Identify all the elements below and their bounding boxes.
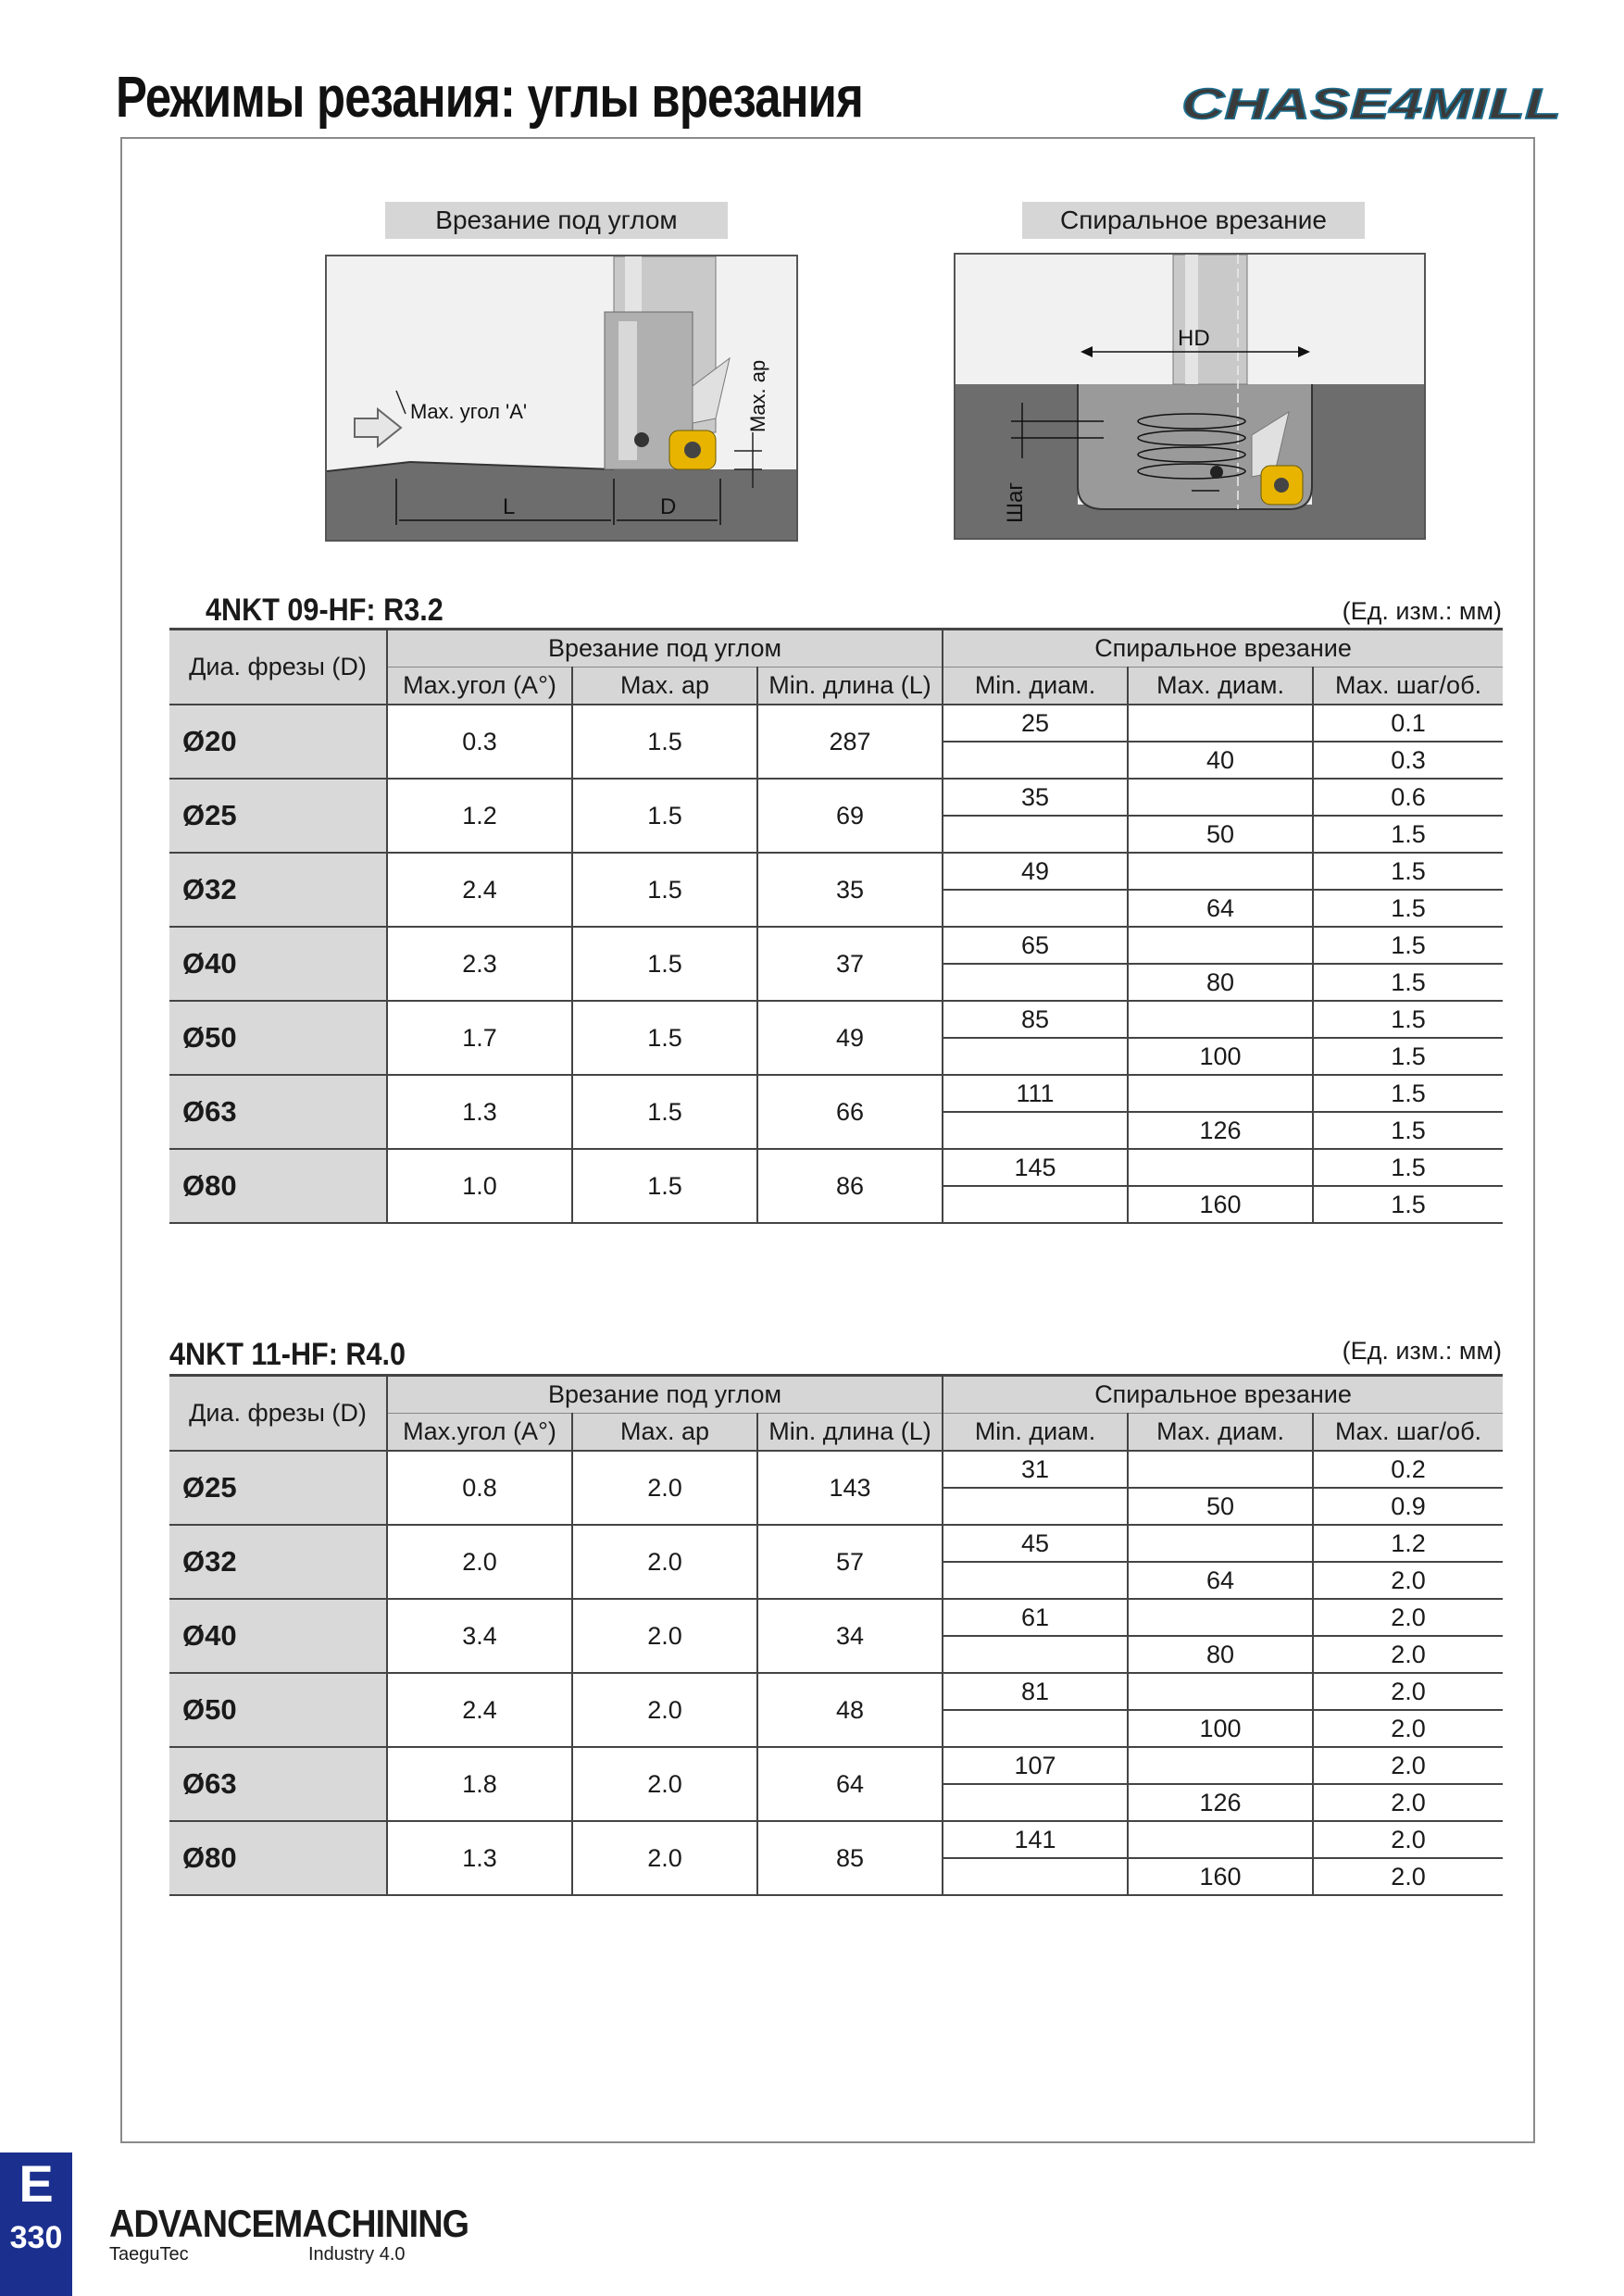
table-row	[169, 1001, 1503, 1038]
col-header-min-length: Min. длина (L)	[757, 1414, 943, 1452]
page-number: 330	[9, 2220, 63, 2255]
cell-max-ap: 1.5	[572, 705, 757, 779]
cell-diameter: Ø50	[169, 1673, 387, 1747]
col-header-max-angle: Max.угол (A°)	[387, 668, 572, 705]
cell-max-dia: 126	[1128, 1784, 1313, 1821]
cell-pitch: 2.0	[1313, 1562, 1503, 1599]
cell-max-ap: 2.0	[572, 1747, 757, 1821]
cell-min-length: 37	[757, 927, 943, 1001]
col-header-max-dia: Max. диам.	[1128, 668, 1313, 705]
cell-empty	[943, 1112, 1128, 1149]
table-row	[169, 1525, 1503, 1562]
cell-empty	[1128, 1525, 1313, 1562]
table-row	[169, 705, 1503, 742]
group-header-ramp: Врезание под углом	[387, 1376, 943, 1414]
cell-pitch: 0.3	[1313, 742, 1503, 779]
col-header-max-angle: Max.угол (A°)	[387, 1414, 572, 1452]
cell-max-ap: 1.5	[572, 1075, 757, 1149]
table-row	[169, 1451, 1503, 1488]
cell-min-length: 49	[757, 1001, 943, 1075]
cell-max-dia: 160	[1128, 1858, 1313, 1895]
table-row	[169, 1599, 1503, 1636]
cell-max-dia: 50	[1128, 816, 1313, 853]
cell-min-dia: 81	[943, 1673, 1128, 1710]
table1-unit: (Ед. изм.: мм)	[1342, 597, 1502, 625]
cell-pitch: 1.5	[1313, 853, 1503, 890]
col-header-max-dia: Max. диам.	[1128, 1414, 1313, 1452]
cell-min-dia: 85	[943, 1001, 1128, 1038]
group-header-ramp: Врезание под углом	[387, 630, 943, 668]
cell-empty	[943, 1710, 1128, 1747]
cell-empty	[1128, 1673, 1313, 1710]
cell-empty	[1128, 1747, 1313, 1784]
cell-pitch: 1.5	[1313, 890, 1503, 927]
cell-max-ap: 1.5	[572, 1149, 757, 1223]
cell-max-angle: 2.4	[387, 1673, 572, 1747]
cell-empty	[943, 890, 1128, 927]
cell-pitch: 1.5	[1313, 1186, 1503, 1223]
cell-pitch: 1.5	[1313, 1038, 1503, 1075]
col-header-max-pitch: Max. шаг/об.	[1313, 1414, 1503, 1452]
hd-label: HD	[1178, 326, 1210, 351]
cell-empty	[943, 1488, 1128, 1525]
cell-max-angle: 2.4	[387, 853, 572, 927]
cell-max-dia: 126	[1128, 1112, 1313, 1149]
cell-max-angle: 2.3	[387, 927, 572, 1001]
brand-sub-left: TaeguTec	[109, 2244, 189, 2265]
cell-empty	[943, 1562, 1128, 1599]
cell-max-angle: 1.8	[387, 1747, 572, 1821]
cell-min-dia: 25	[943, 705, 1128, 742]
cell-empty	[943, 1038, 1128, 1075]
cell-max-dia: 100	[1128, 1710, 1313, 1747]
helical-diagram-label: Спиральное врезание	[1022, 202, 1365, 239]
cell-max-ap: 2.0	[572, 1821, 757, 1895]
ramp-diagram	[325, 255, 798, 542]
cell-empty	[1128, 779, 1313, 816]
col-header-max-pitch: Max. шаг/об.	[1313, 668, 1503, 705]
cell-max-ap: 2.0	[572, 1525, 757, 1599]
cell-empty	[943, 964, 1128, 1001]
cell-min-dia: 111	[943, 1075, 1128, 1112]
cell-max-angle: 1.3	[387, 1821, 572, 1895]
group-header-helix: Спиральное врезание	[943, 630, 1503, 668]
cell-max-ap: 1.5	[572, 853, 757, 927]
cell-min-dia: 65	[943, 927, 1128, 964]
col-header-max-ap: Max. ap	[572, 1414, 757, 1452]
cell-min-length: 69	[757, 779, 943, 853]
col-header-dia: Диа. фрезы (D)	[169, 630, 387, 705]
cell-empty	[943, 1186, 1128, 1223]
cell-pitch: 2.0	[1313, 1636, 1503, 1673]
max-angle-label: Max. угол 'A'	[410, 400, 528, 423]
cell-empty	[943, 1784, 1128, 1821]
col-header-min-dia: Min. диам.	[943, 668, 1128, 705]
cell-diameter: Ø50	[169, 1001, 387, 1075]
brand-sub-right: Industry 4.0	[308, 2244, 406, 2265]
cell-min-length: 86	[757, 1149, 943, 1223]
cell-pitch: 0.1	[1313, 705, 1503, 742]
cell-pitch: 1.5	[1313, 1149, 1503, 1186]
cell-empty	[1128, 927, 1313, 964]
length-L-label: L	[503, 494, 516, 519]
col-header-dia: Диа. фрезы (D)	[169, 1376, 387, 1452]
cell-pitch: 2.0	[1313, 1747, 1503, 1784]
cell-empty	[1128, 1001, 1313, 1038]
cell-min-dia: 141	[943, 1821, 1128, 1858]
logo-text: CHASE4MILL	[1181, 80, 1561, 128]
table2-title: 4NKT 11-HF: R4.0	[169, 1337, 406, 1372]
table-row	[169, 1821, 1503, 1858]
table-row	[169, 927, 1503, 964]
cell-pitch: 1.5	[1313, 964, 1503, 1001]
cell-empty	[943, 816, 1128, 853]
cell-pitch: 2.0	[1313, 1599, 1503, 1636]
cell-diameter: Ø20	[169, 705, 387, 779]
cell-min-length: 85	[757, 1821, 943, 1895]
cell-pitch: 0.9	[1313, 1488, 1503, 1525]
cell-pitch: 2.0	[1313, 1710, 1503, 1747]
cell-pitch: 2.0	[1313, 1673, 1503, 1710]
cell-min-dia: 61	[943, 1599, 1128, 1636]
cell-max-dia: 64	[1128, 1562, 1313, 1599]
cell-empty	[943, 1858, 1128, 1895]
cell-max-angle: 3.4	[387, 1599, 572, 1673]
cell-max-dia: 64	[1128, 890, 1313, 927]
cell-diameter: Ø25	[169, 779, 387, 853]
cell-min-length: 64	[757, 1747, 943, 1821]
diameter-D-label: D	[660, 494, 677, 519]
cell-min-dia: 35	[943, 779, 1128, 816]
cell-max-angle: 1.7	[387, 1001, 572, 1075]
cell-min-length: 48	[757, 1673, 943, 1747]
table-row	[169, 1149, 1503, 1186]
cell-diameter: Ø32	[169, 1525, 387, 1599]
cell-diameter: Ø80	[169, 1149, 387, 1223]
ramp-diagram-label: Врезание под углом	[385, 202, 728, 239]
cell-diameter: Ø40	[169, 1599, 387, 1673]
cell-diameter: Ø32	[169, 853, 387, 927]
table-row	[169, 1747, 1503, 1784]
cell-empty	[1128, 1451, 1313, 1488]
page-title: Режимы резания: углы врезания	[116, 66, 863, 130]
cell-max-ap: 2.0	[572, 1451, 757, 1525]
cell-max-angle: 0.3	[387, 705, 572, 779]
cell-min-dia: 45	[943, 1525, 1128, 1562]
max-ap-label: Max. ap	[746, 359, 769, 432]
cell-min-dia: 49	[943, 853, 1128, 890]
cell-max-ap: 2.0	[572, 1599, 757, 1673]
cell-max-ap: 1.5	[572, 779, 757, 853]
cell-min-length: 143	[757, 1451, 943, 1525]
cell-empty	[1128, 1599, 1313, 1636]
cell-diameter: Ø63	[169, 1747, 387, 1821]
cell-pitch: 0.6	[1313, 779, 1503, 816]
cell-max-dia: 100	[1128, 1038, 1313, 1075]
chase4mill-logo	[1174, 76, 1572, 133]
cell-min-length: 57	[757, 1525, 943, 1599]
cell-empty	[1128, 1075, 1313, 1112]
cell-min-length: 66	[757, 1075, 943, 1149]
table2-unit: (Ед. изм.: мм)	[1342, 1337, 1502, 1365]
cell-empty	[1128, 1821, 1313, 1858]
col-header-min-dia: Min. диам.	[943, 1414, 1128, 1452]
section-letter: E	[19, 2154, 54, 2213]
cell-empty	[1128, 1149, 1313, 1186]
cell-max-dia: 50	[1128, 1488, 1313, 1525]
cell-min-length: 287	[757, 705, 943, 779]
cell-pitch: 2.0	[1313, 1821, 1503, 1858]
table-row	[169, 853, 1503, 890]
table-row	[169, 779, 1503, 816]
cell-empty	[1128, 853, 1313, 890]
cell-min-dia: 107	[943, 1747, 1128, 1784]
helical-diagram	[954, 253, 1426, 540]
cell-empty	[1128, 705, 1313, 742]
cell-pitch: 1.5	[1313, 927, 1503, 964]
cell-max-angle: 1.3	[387, 1075, 572, 1149]
cell-max-ap: 1.5	[572, 1001, 757, 1075]
cell-max-dia: 80	[1128, 964, 1313, 1001]
cell-pitch: 1.2	[1313, 1525, 1503, 1562]
cell-pitch: 1.5	[1313, 1001, 1503, 1038]
table1	[169, 628, 1503, 1224]
cell-max-dia: 40	[1128, 742, 1313, 779]
cell-min-length: 34	[757, 1599, 943, 1673]
cell-empty	[943, 742, 1128, 779]
cell-pitch: 0.2	[1313, 1451, 1503, 1488]
group-header-helix: Спиральное врезание	[943, 1376, 1503, 1414]
pitch-label: Шаг	[1003, 481, 1028, 523]
cell-min-length: 35	[757, 853, 943, 927]
brand-logo-text: ADVANCEMACHINING	[109, 2202, 469, 2245]
col-header-min-length: Min. длина (L)	[757, 668, 943, 705]
cell-max-dia: 80	[1128, 1636, 1313, 1673]
cell-empty	[943, 1636, 1128, 1673]
cell-max-ap: 2.0	[572, 1673, 757, 1747]
cell-max-ap: 1.5	[572, 927, 757, 1001]
cell-diameter: Ø80	[169, 1821, 387, 1895]
cell-max-angle: 2.0	[387, 1525, 572, 1599]
cell-diameter: Ø25	[169, 1451, 387, 1525]
cell-pitch: 1.5	[1313, 816, 1503, 853]
table-row	[169, 1075, 1503, 1112]
cell-diameter: Ø40	[169, 927, 387, 1001]
cell-min-dia: 145	[943, 1149, 1128, 1186]
cell-max-angle: 1.0	[387, 1149, 572, 1223]
cell-max-dia: 160	[1128, 1186, 1313, 1223]
cell-pitch: 1.5	[1313, 1075, 1503, 1112]
table2	[169, 1374, 1503, 1896]
cell-pitch: 2.0	[1313, 1858, 1503, 1895]
table1-title: 4NKT 09-HF: R3.2	[206, 593, 443, 628]
col-header-max-ap: Max. ap	[572, 668, 757, 705]
cell-min-dia: 31	[943, 1451, 1128, 1488]
cell-max-angle: 0.8	[387, 1451, 572, 1525]
cell-pitch: 2.0	[1313, 1784, 1503, 1821]
cell-diameter: Ø63	[169, 1075, 387, 1149]
cell-max-angle: 1.2	[387, 779, 572, 853]
table-row	[169, 1673, 1503, 1710]
cell-pitch: 1.5	[1313, 1112, 1503, 1149]
